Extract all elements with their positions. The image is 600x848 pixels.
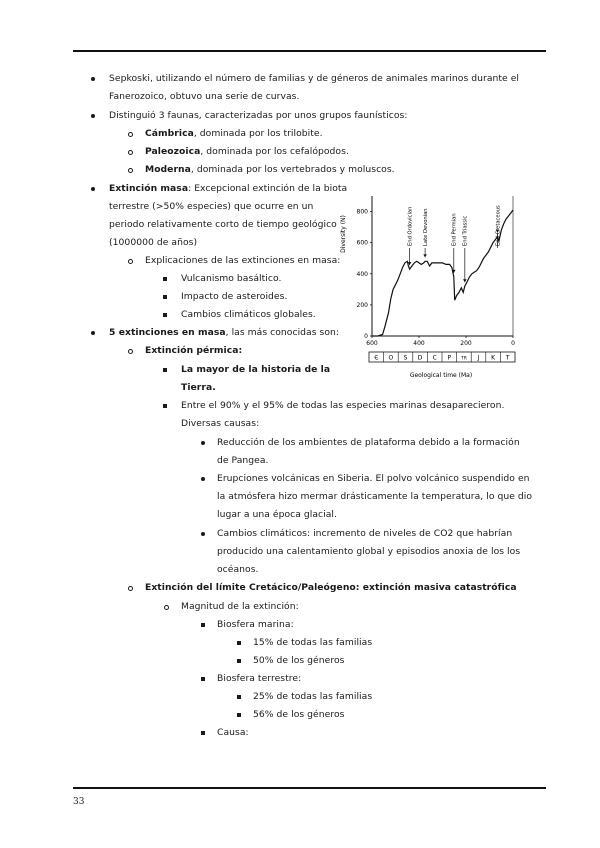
bullet bbox=[201, 623, 205, 627]
bullet bbox=[201, 477, 205, 481]
diversity-chart bbox=[336, 186, 526, 386]
bullet bbox=[163, 313, 167, 317]
bullet bbox=[163, 368, 167, 372]
period-label: Є bbox=[374, 354, 379, 362]
x-tick-label: 400 bbox=[413, 340, 425, 347]
x-tick-label: 0 bbox=[511, 340, 515, 347]
bullet bbox=[237, 641, 241, 645]
fauna-item: Moderna, dominada por los vertebrados y moluscos. bbox=[145, 164, 395, 175]
footer-rule bbox=[73, 787, 546, 789]
text-line: Cambios climáticos: incremento de niveles de CO2 que habrían bbox=[217, 528, 513, 539]
bullet bbox=[164, 605, 169, 610]
page-number: 33 bbox=[73, 797, 85, 807]
text-line: Impacto de asteroides. bbox=[181, 291, 288, 302]
bullet bbox=[91, 77, 95, 81]
text-line: 5 extinciones en masa, las más conocidas son: bbox=[109, 327, 340, 338]
period-label: J bbox=[477, 354, 480, 362]
text-line: periodo relativamente corto de tiempo geológico bbox=[109, 219, 337, 230]
chart-ylabel: Diversity (N) bbox=[340, 215, 347, 253]
text-line: Reducción de los ambientes de plataforma debido a la formación bbox=[217, 437, 520, 448]
bullet bbox=[91, 187, 95, 191]
y-tick-label: 600 bbox=[356, 239, 368, 247]
extinction-label: Late Devonian bbox=[422, 208, 429, 246]
x-tick-label: 200 bbox=[460, 340, 472, 347]
bullet bbox=[201, 677, 205, 681]
text-line: Magnitud de la extinción: bbox=[181, 601, 299, 612]
period-label: D bbox=[417, 354, 423, 362]
fauna-item: Paleozoica, dominada por los cefalópodos. bbox=[145, 146, 349, 157]
text-line: Tierra. bbox=[181, 382, 216, 393]
bullet bbox=[128, 132, 133, 137]
text-line: 25% de todas las familias bbox=[253, 691, 373, 702]
text-line: Extinción masa: Excepcional extinción de la biota bbox=[109, 183, 348, 194]
text-line: Biosfera terrestre: bbox=[217, 673, 302, 684]
bullet bbox=[128, 259, 133, 264]
extinction-label: End Permian bbox=[451, 213, 458, 246]
header-rule bbox=[73, 50, 546, 52]
bullet bbox=[201, 441, 205, 445]
text-line: Fanerozoico, obtuvo una serie de curvas. bbox=[109, 91, 300, 102]
text-line: Diversas causas: bbox=[181, 418, 260, 429]
bullet bbox=[201, 731, 205, 735]
text-line: de Pangea. bbox=[217, 455, 269, 466]
text-line: 50% de los géneros bbox=[253, 655, 345, 666]
arrow-head bbox=[423, 254, 427, 257]
text-line: La mayor de la historia de la bbox=[181, 364, 331, 375]
bullet bbox=[237, 695, 241, 699]
bullet bbox=[128, 349, 133, 354]
text-line: Distinguió 3 faunas, caracterizadas por unos grupos faunísticos: bbox=[109, 110, 408, 121]
y-tick-label: 400 bbox=[356, 270, 368, 278]
period-label: TR bbox=[460, 356, 467, 362]
y-tick-label: 0 bbox=[364, 333, 368, 340]
extinction-label: End Triassic bbox=[462, 215, 469, 246]
period-label: S bbox=[403, 354, 408, 362]
chart-xlabel: Geological time (Ma) bbox=[409, 372, 473, 379]
diversity-series-line bbox=[372, 210, 513, 336]
text-line: Cambios climáticos globales. bbox=[181, 309, 316, 320]
bullet bbox=[163, 277, 167, 281]
text-line: lugar a una época glacial. bbox=[217, 509, 338, 520]
bullet bbox=[128, 168, 133, 173]
bullet bbox=[91, 331, 95, 335]
text-line: Causa: bbox=[217, 727, 249, 738]
bullet bbox=[201, 532, 205, 536]
period-label: T bbox=[505, 354, 510, 362]
bullet bbox=[128, 150, 133, 155]
bullet bbox=[163, 404, 167, 408]
period-label: O bbox=[388, 354, 394, 362]
extinction-label: End Ordovician bbox=[407, 206, 414, 246]
text-line: Biosfera marina: bbox=[217, 619, 294, 630]
text-line: Explicaciones de las extinciones en masa: bbox=[145, 255, 341, 266]
bullet bbox=[237, 713, 241, 717]
y-tick-label: 200 bbox=[356, 301, 368, 309]
x-tick-label: 600 bbox=[366, 340, 378, 347]
text-line: producido una calentamiento global y episodios anoxia de los los bbox=[217, 546, 521, 557]
text-line: terrestre (>50% especies) que ocurre en un bbox=[109, 201, 314, 212]
text-line: Erupciones volcánicas en Siberia. El polvo volcánico suspendido en bbox=[217, 473, 530, 484]
text-line: 15% de todas las familias bbox=[253, 637, 373, 648]
text-line: 56% de los géneros bbox=[253, 709, 345, 720]
period-label: P bbox=[447, 354, 452, 362]
section-heading: Extinción del límite Cretácico/Paleógeno: extinción masiva catastrófica bbox=[145, 582, 517, 593]
y-tick-label: 800 bbox=[356, 208, 368, 216]
period-label: K bbox=[491, 354, 496, 362]
fauna-item: Cámbrica, dominada por los trilobite. bbox=[145, 128, 323, 139]
period-label: C bbox=[432, 354, 437, 362]
text-line: Vulcanismo basáltico. bbox=[181, 273, 282, 284]
bullet bbox=[163, 295, 167, 299]
bullet bbox=[91, 114, 95, 118]
text-line: Sepkoski, utilizando el número de familias y de géneros de animales marinos durante el bbox=[109, 73, 520, 84]
text-line: océanos. bbox=[217, 564, 259, 575]
bullet bbox=[128, 586, 133, 591]
text-line: Entre el 90% y el 95% de todas las especies marinas desaparecieron. bbox=[181, 400, 505, 411]
text-line: (1000000 de años) bbox=[109, 237, 198, 248]
arrow-head bbox=[463, 279, 467, 282]
extinction-label: End Cretaceous bbox=[495, 205, 502, 246]
text-line: la atmósfera hizo mermar drásticamente la temperatura, lo que dio bbox=[217, 491, 533, 502]
bullet bbox=[237, 659, 241, 663]
section-heading: Extinción pérmica: bbox=[145, 345, 243, 356]
